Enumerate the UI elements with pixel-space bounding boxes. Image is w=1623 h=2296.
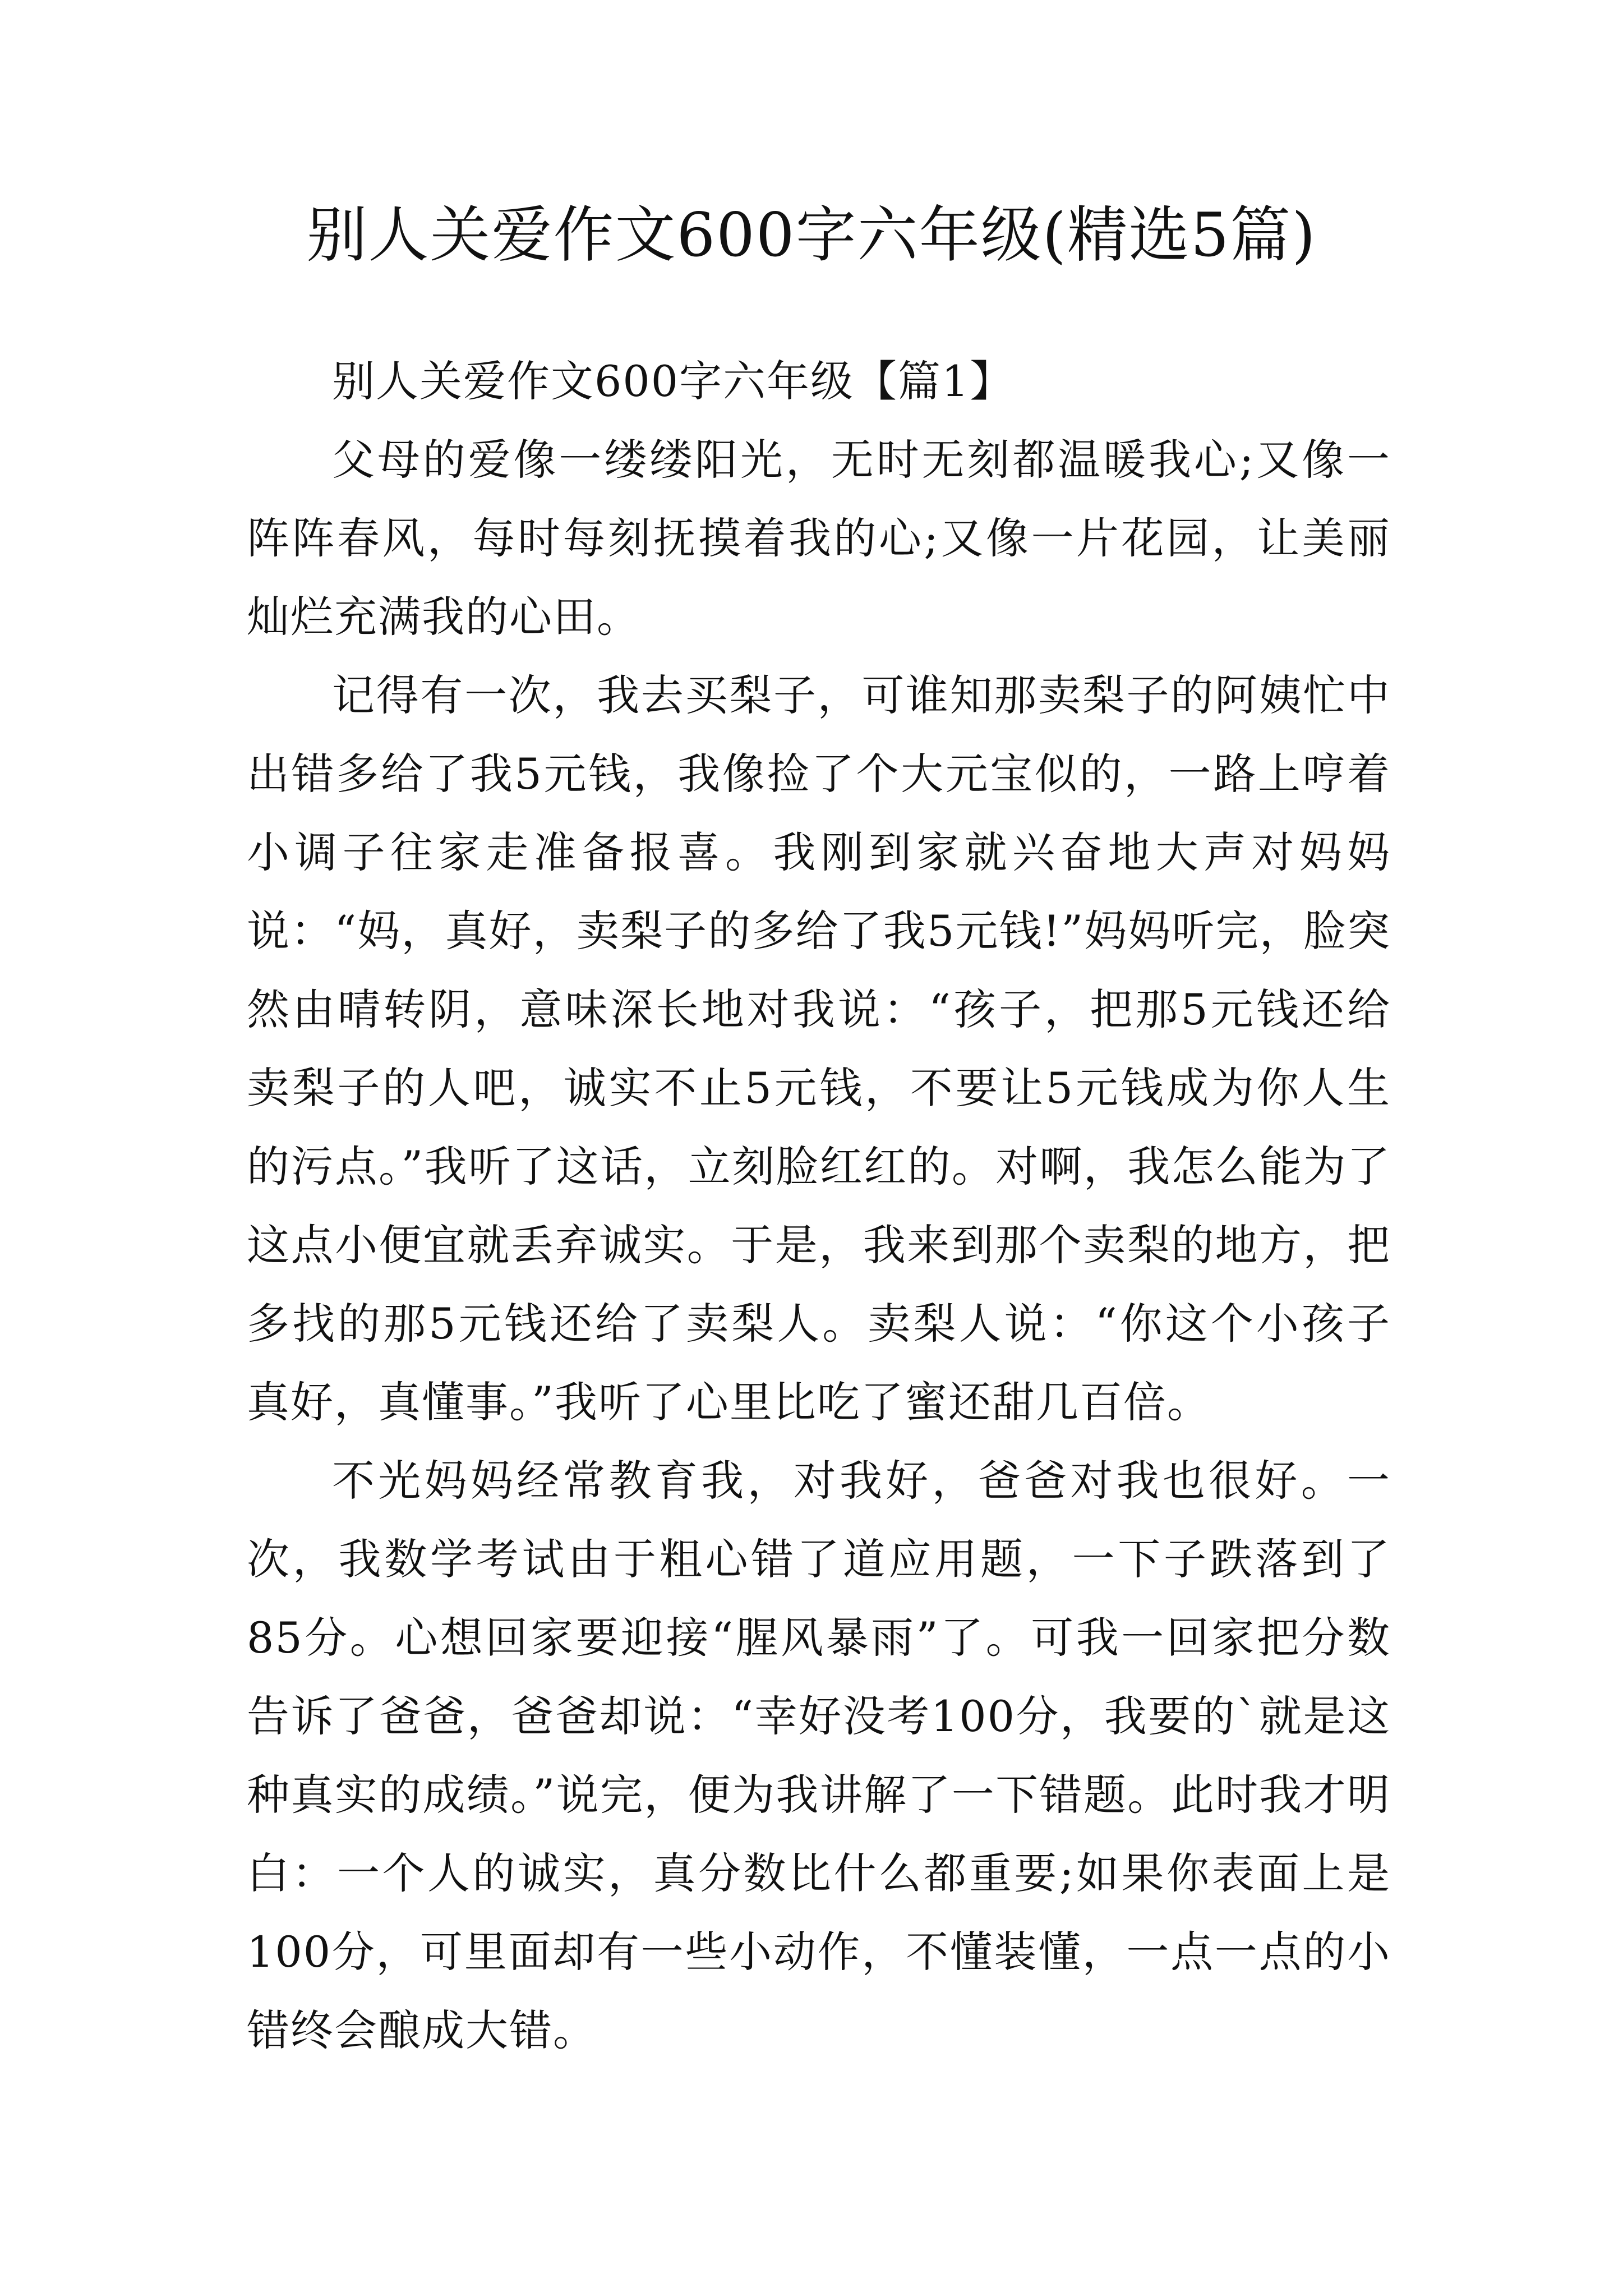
- paragraph: 记得有一次，我去买梨子，可谁知那卖梨子的阿姨忙中出错多给了我5元钱，我像捡了个大元宝似的，一路上哼着小调子往家走准备报喜。我刚到家就兴奋地大声对妈妈说：“妈，真好，卖梨子的多给了我5元钱!”妈妈听完，脸突然由晴转阴，意味深长地对我说：“孩子，把那5元钱还给卖梨子的人吧，诚实不止5元钱，不要让5元钱成为你人生的污点。”我听了这话，立刻脸红红的。对啊，我怎么能为了这点小便宜就丢弃诚实。于是，我来到那个卖梨的地方，把多找的那5元钱还给了卖梨人。卖梨人说：“你这个小孩子真好，真懂事。”我听了心里比吃了蜜还甜几百倍。: [247, 670, 1391, 1427]
- document-body: [247, 342, 1391, 2070]
- document-title: 别人关爱作文600字六年级(精选5篇): [306, 200, 1317, 270]
- paragraph: 不光妈妈经常教育我，对我好，爸爸对我也很好。一次，我数学考试由于粗心错了道应用题，一下子跌落到了85分。心想回家要迎接“腥风暴雨”了。可我一回家把分数告诉了爸爸，爸爸却说：“幸好没考100分，我要的`就是这种真实的成绩。”说完，便为我讲解了一下错题。此时我才明白：一个人的诚实，真分数比什么都重要;如果你表面上是100分，可里面却有一些小动作，不懂装懂，一点一点的小错终会酿成大错。: [247, 1456, 1391, 2055]
- section-heading: 别人关爱作文600字六年级【篇1】: [332, 356, 1014, 406]
- paragraph: 父母的爱像一缕缕阳光，无时无刻都温暖我心;又像一阵阵春风，每时每刻抚摸着我的心;又像一片花园，让美丽灿烂充满我的心田。: [247, 435, 1391, 642]
